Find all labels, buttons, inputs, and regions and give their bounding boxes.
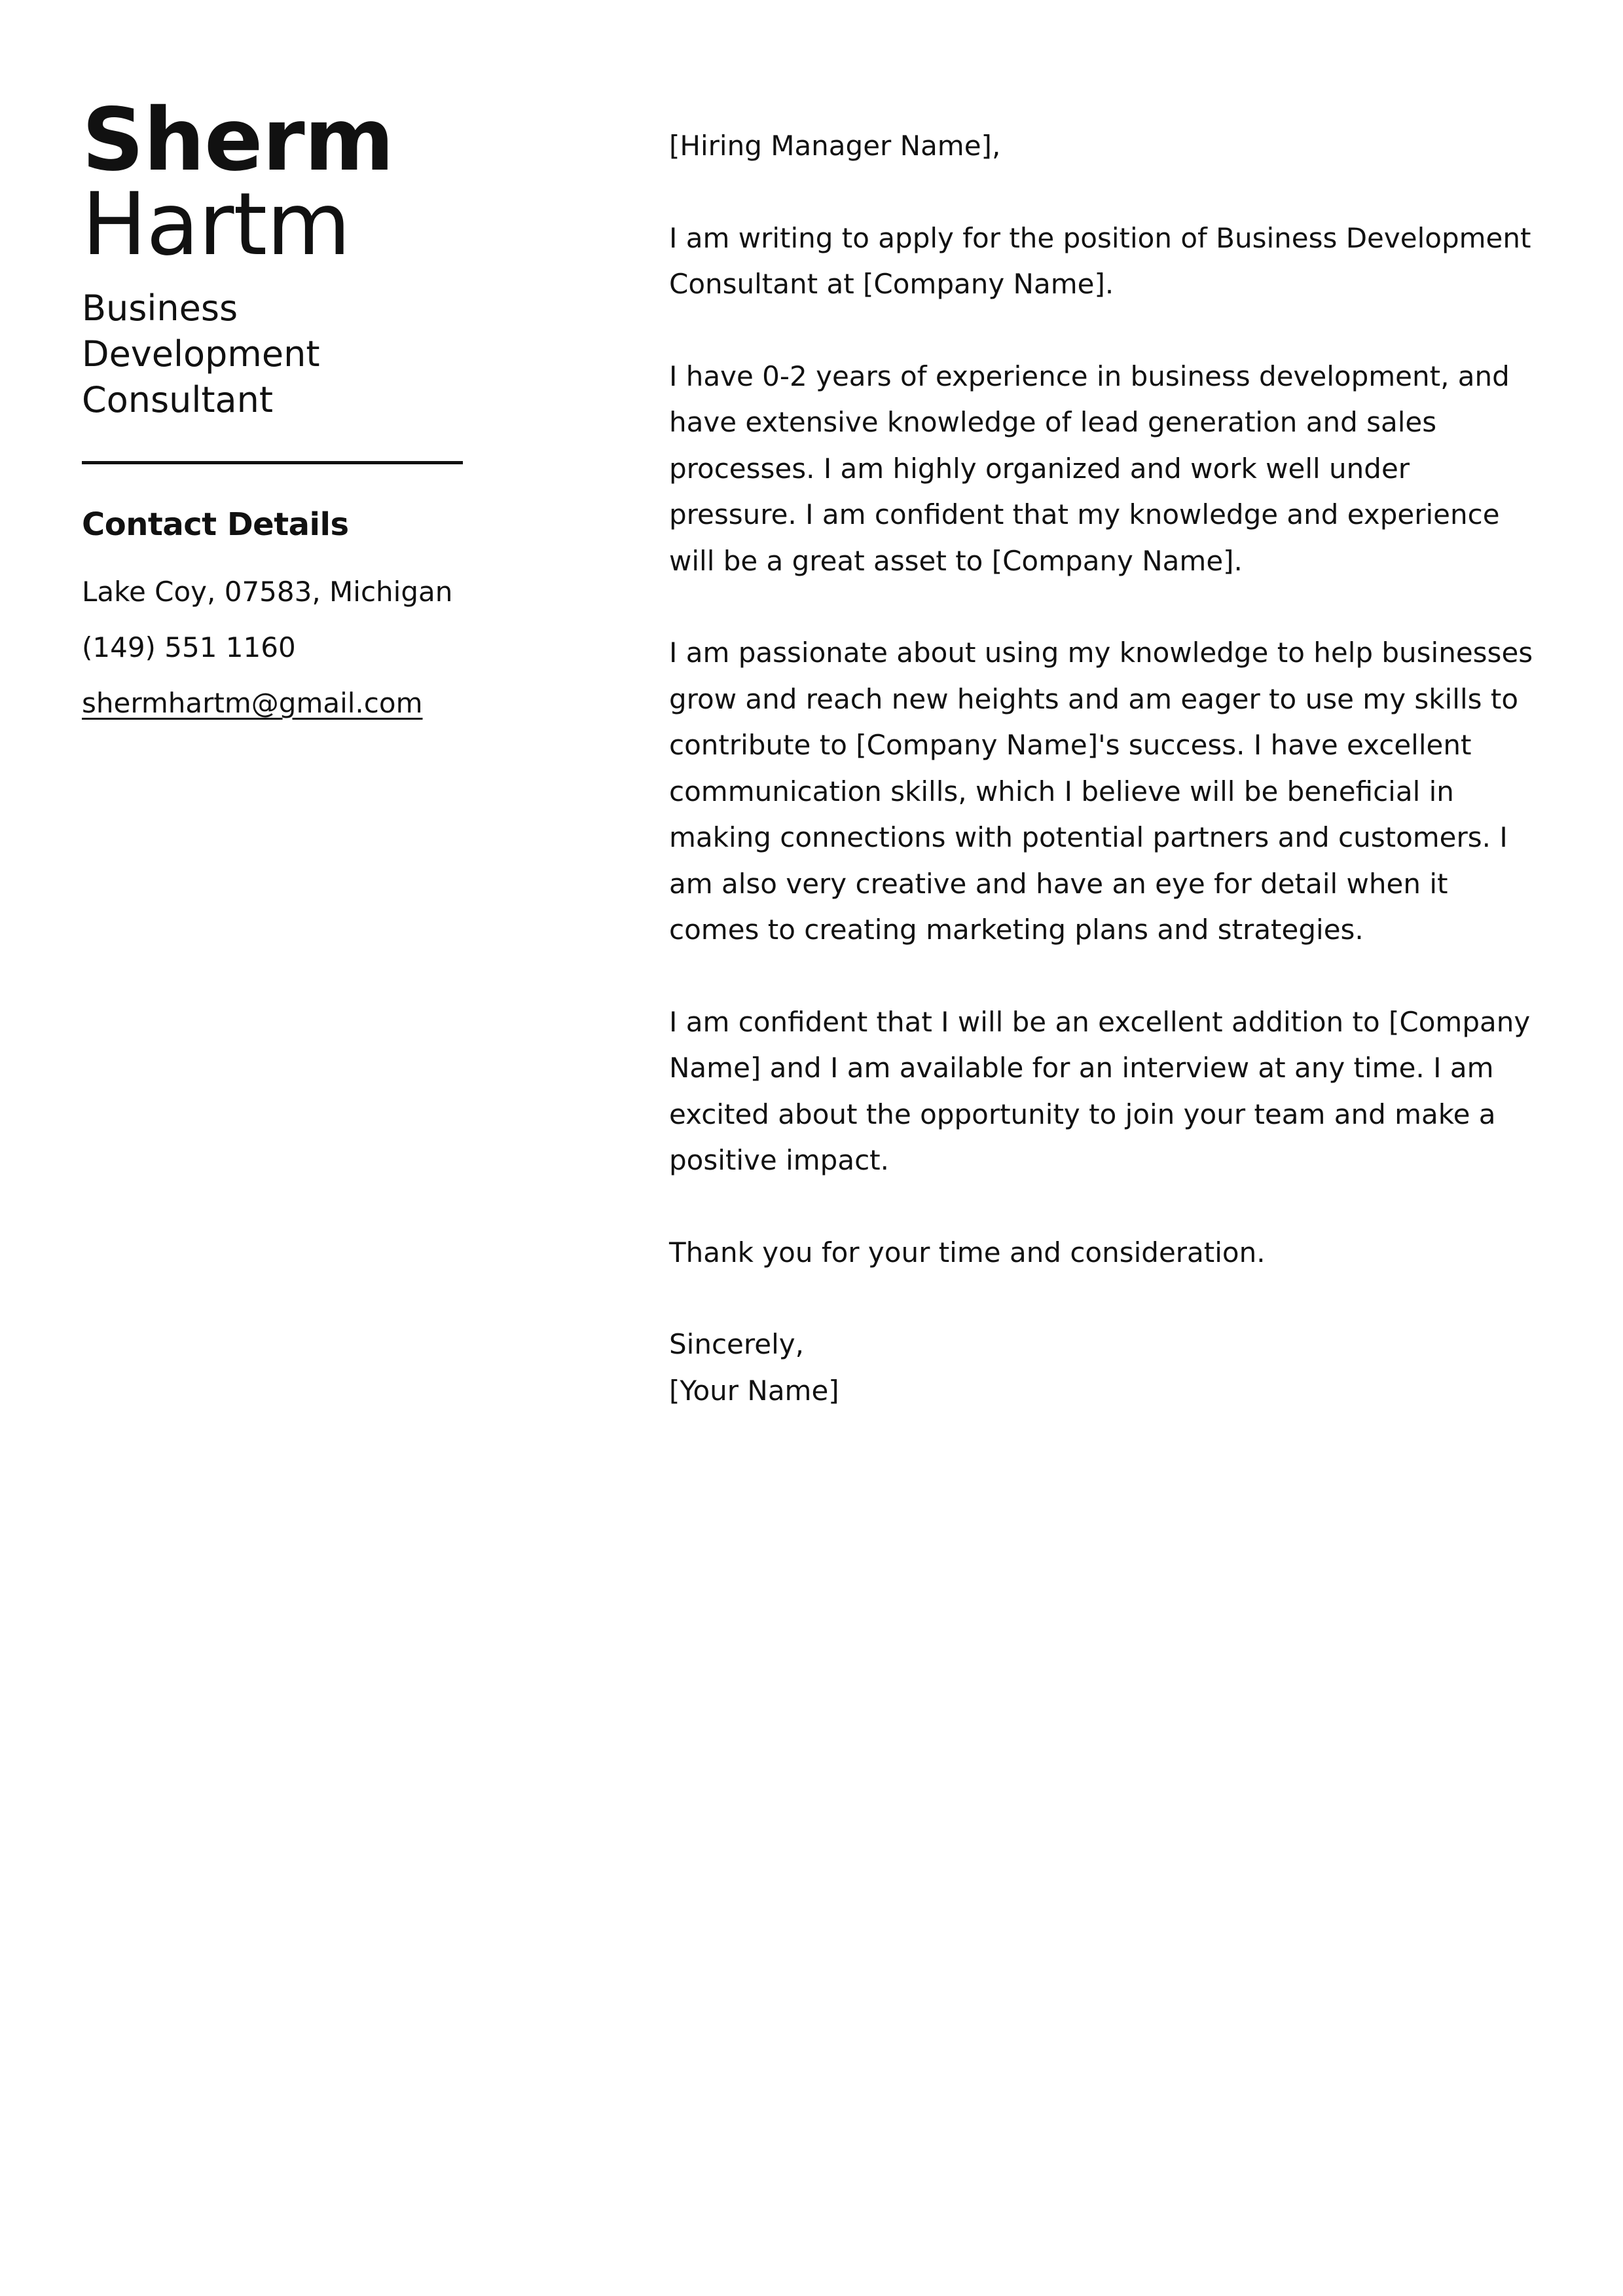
letter-paragraph: I am passionate about using my knowledge to help businesses grow and reach new heights and am eager to use my skills to contribute to [Company Name]'s success. I have excellent communication skills, which I believe will be beneficial in making connections with potential partners and customers. I am also very creative and have an eye for detail when it comes to creating marketing plans and strategies. <box>669 637 1533 946</box>
letter-paragraph: I am writing to apply for the position of Business Development Consultant at [Company Name]. <box>669 221 1531 300</box>
letter-closing: Sincerely, <box>669 1328 804 1360</box>
last-name: Hartm <box>82 174 350 275</box>
letter-body <box>669 123 1533 1414</box>
first-name: Sherm <box>82 90 394 191</box>
job-title: Business Development Consultant <box>82 287 320 420</box>
contact-phone: (149) 551 1160 <box>82 631 296 663</box>
letter-paragraph: I am confident that I will be an excellent addition to [Company Name] and I am available for an interview at any time. I am excited about the opportunity to join your team and make a positive impact. <box>669 1005 1531 1176</box>
letter-signature: [Your Name] <box>669 1374 839 1407</box>
contact-heading: Contact Details <box>82 506 349 543</box>
contact-email-link[interactable]: shermhartm@gmail.com <box>82 687 423 719</box>
divider <box>82 461 463 464</box>
letter-paragraph: Thank you for your time and consideration. <box>669 1236 1266 1268</box>
letter-salutation: [Hiring Manager Name], <box>669 130 1001 162</box>
contact-address: Lake Coy, 07583, Michigan <box>82 576 453 608</box>
sidebar <box>82 90 475 731</box>
letter-paragraph: I have 0-2 years of experience in business development, and have extensive knowledge of lead generation and sales processes. I am highly organized and work well under pressure. I am confident that my knowledge and experience will be a great asset to [Company Name]. <box>669 360 1510 577</box>
